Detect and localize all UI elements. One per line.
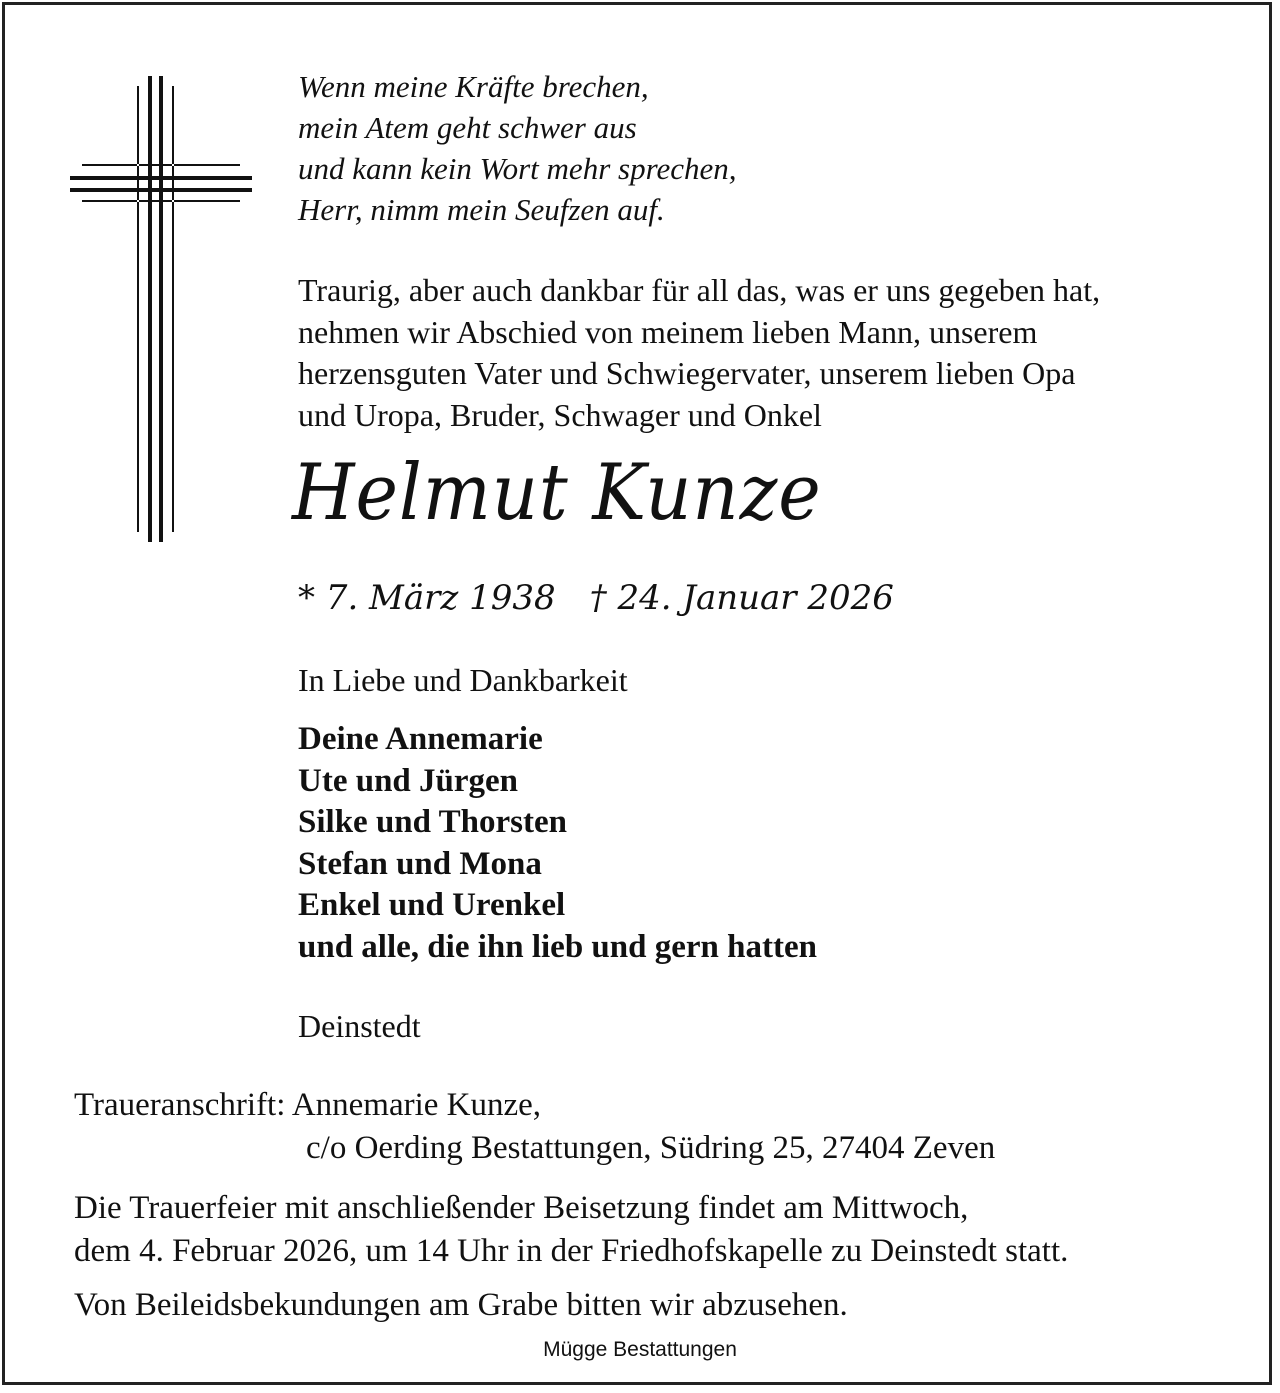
address-label: Traueranschrift:	[74, 1087, 286, 1123]
life-dates	[298, 578, 894, 618]
birth-date: * 7. März 1938	[298, 578, 556, 618]
death-date: † 24. Januar 2026	[589, 578, 894, 618]
signatory: Silke und Thorsten	[298, 804, 567, 840]
intro-line: Traurig, aber auch dankbar für all das, was er uns gegeben hat,	[298, 272, 1101, 308]
closing-line: In Liebe und Dankbarkeit	[298, 662, 628, 698]
intro-text	[298, 270, 1100, 436]
poem-line: Wenn meine Kräfte brechen,	[298, 69, 649, 104]
poem-line: mein Atem geht schwer aus	[298, 110, 637, 145]
funeral-line: dem 4. Februar 2026, um 14 Uhr in der Friedhofskapelle zu Deinstedt statt.	[74, 1233, 1069, 1269]
signatories	[298, 719, 817, 968]
intro-line: nehmen wir Abschied von meinem lieben Mann, unserem	[298, 313, 1038, 350]
funeral-line: Die Trauerfeier mit anschließender Beisetzung findet am Mittwoch,	[74, 1190, 969, 1226]
intro-line: und Uropa, Bruder, Schwager und Onkel	[298, 396, 822, 433]
address-line: c/o Oerding Bestattungen, Südring 25, 27404 Zeven	[306, 1130, 996, 1166]
signatory: und alle, die ihn lieb und gern hatten	[298, 928, 817, 965]
signatory: Deine Annemarie	[298, 721, 543, 757]
location: Deinstedt	[298, 1008, 421, 1044]
mourning-address	[74, 1084, 995, 1170]
address-name: Annemarie Kunze,	[291, 1087, 542, 1123]
signatory: Stefan und Mona	[298, 845, 542, 882]
poem	[298, 66, 737, 230]
signatory: Enkel und Urenkel	[298, 887, 566, 923]
condolence-note: Von Beileidsbekundungen am Grabe bitten wir abzusehen.	[74, 1287, 848, 1323]
poem-line: und kann kein Wort mehr sprechen,	[298, 151, 737, 186]
cross-icon	[70, 76, 252, 542]
poem-line: Herr, nimm mein Seufzen auf.	[298, 192, 665, 227]
funeral-info	[74, 1187, 1068, 1273]
deceased-name: Helmut Kunze	[292, 448, 822, 538]
undertaker-credit: Mügge Bestattungen	[543, 1338, 737, 1361]
intro-line: herzensguten Vater und Schwiegervater, unserem lieben Opa	[298, 355, 1076, 391]
signatory: Ute und Jürgen	[298, 762, 519, 799]
